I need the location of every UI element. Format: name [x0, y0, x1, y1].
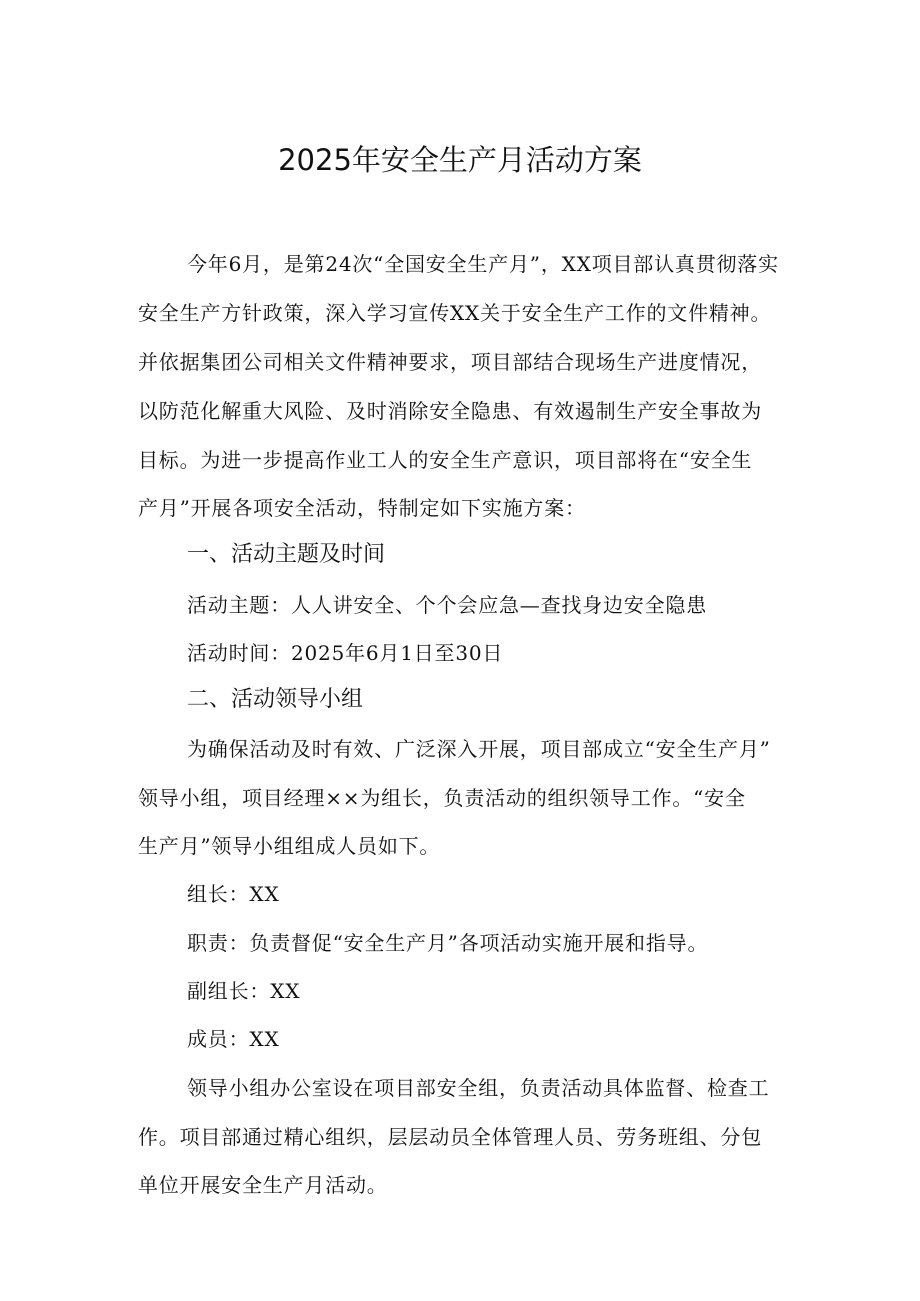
- intro-line-1: 今年6月，是第24次“全国安全生产月”，XX项目部认真贯彻落实: [187, 252, 779, 276]
- activity-theme: 活动主题：人人讲安全、个个会应急—查找身边安全隐患: [187, 593, 707, 617]
- group-leader: 组长：XX: [187, 882, 280, 906]
- office-line-3: 单位开展安全生产月活动。: [138, 1173, 388, 1197]
- group-para-line-2: 领导小组，项目经理××为组长，负责活动的组织领导工作。“安全: [138, 786, 746, 810]
- activity-time: 活动时间：2025年6月1日至30日: [187, 641, 504, 665]
- leader-duty: 职责：负责督促“安全生产月”各项活动实施开展和指导。: [187, 931, 709, 955]
- office-line-2: 作。项目部通过精心组织，层层动员全体管理人员、劳务班组、分包: [138, 1125, 762, 1149]
- intro-line-2: 安全生产方针政策，深入学习宣传XX关于安全生产工作的文件精神。: [138, 301, 772, 325]
- section-2-heading: 二、活动领导小组: [187, 687, 364, 712]
- intro-line-3: 并依据集团公司相关文件精神要求，项目部结合现场生产进度情况，: [138, 350, 762, 374]
- group-para-line-1: 为确保活动及时有效、广泛深入开展，项目部成立“安全生产月”: [187, 737, 771, 761]
- group-members: 成员：XX: [187, 1027, 280, 1051]
- deputy-leader: 副组长：XX: [187, 979, 301, 1003]
- office-line-1: 领导小组办公室设在项目部安全组，负责活动具体监督、检查工: [187, 1076, 770, 1100]
- group-para-line-3: 生产月”领导小组组成人员如下。: [138, 834, 441, 858]
- intro-line-4: 以防范化解重大风险、及时消除安全隐患、有效遏制生产安全事故为: [138, 399, 762, 423]
- intro-line-6: 产月”开展各项安全活动，特制定如下实施方案：: [138, 496, 586, 520]
- intro-line-5: 目标。为进一步提高作业工人的安全生产意识，项目部将在“安全生: [138, 448, 753, 472]
- document-title: 2025年安全生产月活动方案: [278, 143, 642, 177]
- section-1-heading: 一、活动主题及时间: [187, 542, 386, 567]
